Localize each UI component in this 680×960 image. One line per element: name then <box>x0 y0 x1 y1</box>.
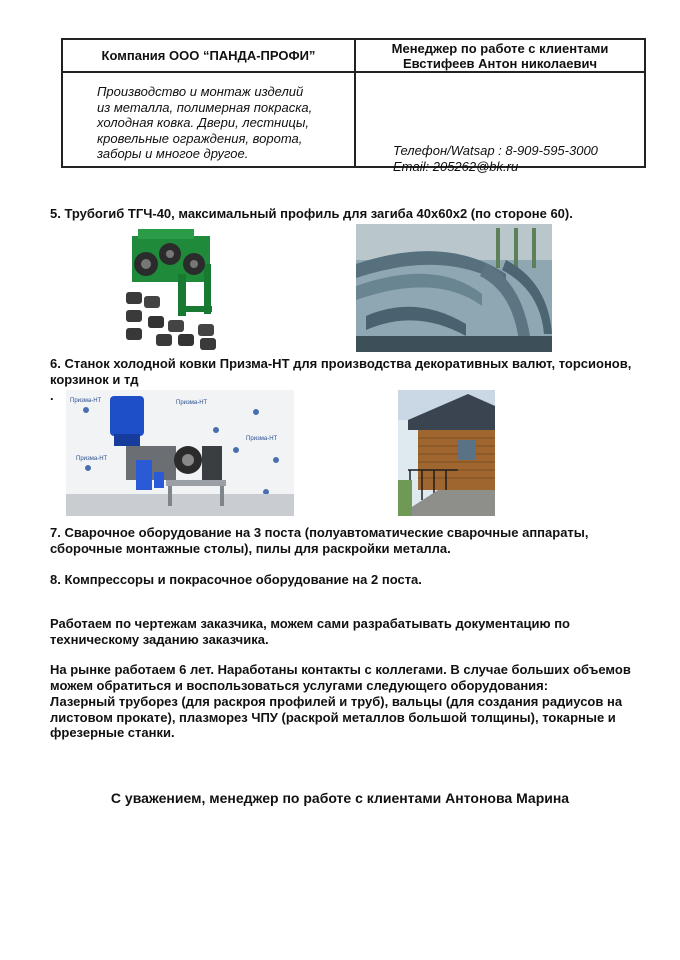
pipe-bender-image <box>118 224 230 352</box>
description-line: заборы и многое другое. <box>97 146 249 161</box>
table-divider-horizontal <box>63 71 644 73</box>
forging-machine-photo <box>66 390 294 516</box>
bent-profiles-image <box>356 224 552 352</box>
item-5-text: 5. Трубогиб ТГЧ-40, максимальный профиль для загиба 40х60х2 (по стороне 60). <box>50 206 573 221</box>
watermark-label: Призма-НТ <box>246 436 278 442</box>
services-paragraph: Лазерный труборез (для раскроя профилей и труб), вальцы (для создания радиусов на листовом прокате), плазморез ЧПУ (раскрой металлов большой толщины), токарные и фрезерные станки. <box>50 694 623 740</box>
contact-header-table <box>61 38 646 174</box>
market-paragraph: На рынке работаем 6 лет. Наработаны контакты с коллегами. В случае больших объемов можем обратиться и воспользоваться услугами следующего оборудования: <box>50 662 631 693</box>
company-description <box>97 84 347 162</box>
house-railing-image <box>398 390 495 516</box>
forging-machine-image <box>66 390 294 516</box>
watermark-label: Призма-НТ <box>176 400 208 406</box>
drawings-paragraph: Работаем по чертежам заказчика, можем сами разрабатывать документацию по техническому заданию заказчика. <box>50 616 570 647</box>
description-line: из металла, полимерная покраска, <box>97 99 313 115</box>
item-7-text: 7. Сварочное оборудование на 3 поста (полуавтоматические сварочные аппараты, сборочные монтажные столы), пилы для раскройки металла. <box>50 525 589 556</box>
pipe-bender-photo <box>118 224 230 352</box>
house-railing-photo <box>398 390 495 516</box>
item-6-dot: . <box>50 388 54 403</box>
manager-title: Менеджер по работе с клиентами <box>391 40 609 56</box>
bent-profiles-photo <box>356 224 552 352</box>
phone-text: Телефон/Watsap : 8-909-595-3000 <box>393 143 598 158</box>
company-name: Компания ООО “ПАНДА-ПРОФИ” <box>101 48 316 63</box>
signature: С уважением, менеджер по работе с клиентами Антонова Марина <box>110 790 570 806</box>
watermark-label: Призма-НТ <box>70 398 102 404</box>
description-line: кровельные ограждения, ворота, <box>97 130 303 146</box>
description-line: холодная ковка. Двери, лестницы, <box>97 115 310 130</box>
description-line: Производство и монтаж изделий <box>97 84 304 99</box>
item-8-text: 8. Компрессоры и покрасочное оборудование на 2 поста. <box>50 572 422 587</box>
watermark-label: Призма-НТ <box>76 456 108 462</box>
manager-name: Евстифеев Антон николаевич <box>402 55 598 71</box>
email-text: Email: 205262@bk.ru <box>393 158 519 174</box>
manager-cell <box>356 40 644 71</box>
contact-info <box>393 143 643 174</box>
item-6-text: 6. Станок холодной ковки Призма-НТ для производства декоративных валют, торсионов, корзинок и тд <box>50 356 632 387</box>
